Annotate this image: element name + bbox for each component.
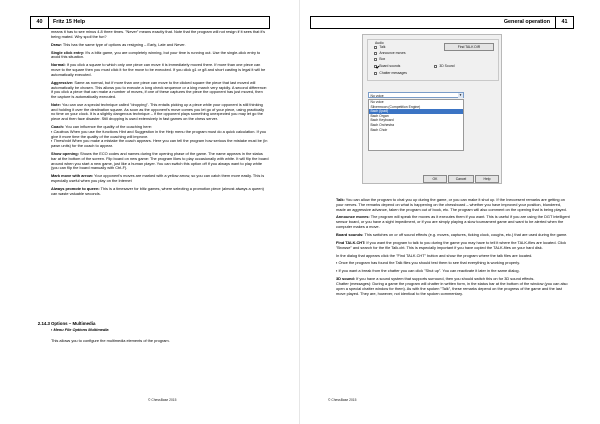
paragraph-resign-intro: means it has to see minus 4.8 three times. "Never" means exactly that. Note that the program will not resign if it sees that it's being mated. Why spoil the fun? — [51, 29, 266, 39]
announce-option[interactable]: Announce moves — [374, 51, 406, 56]
audio-group — [367, 39, 499, 81]
paragraph-draw: Draw: This has the same type of options as resigning – Early, Late and Never. — [51, 41, 186, 47]
announce-checkbox[interactable] — [374, 52, 377, 55]
left-page-header — [30, 16, 270, 29]
left-page-number: 40 — [31, 17, 49, 28]
board-sounds-checkbox[interactable] — [374, 65, 377, 68]
voice-list-item[interactable]: Silvermoon (Competition Engine) — [370, 104, 421, 109]
right-page-title: General operation — [503, 19, 550, 25]
find-talk-dir-button[interactable]: Find TALK DIR — [444, 43, 494, 51]
section-body: This allows you to configure the multimedia elements of the program. — [51, 338, 170, 343]
voice-list-item[interactable]: Bach Choir — [370, 127, 388, 132]
ok-button[interactable]: OK — [423, 175, 447, 183]
help-button[interactable]: Help — [475, 175, 499, 183]
paragraph-talk: Talk: You can allow the program to chat you up during the game, or you can make it shut up. If the Ineccesent remarks are getting on your nerves. The remarks depend on what is happening on the chessboard – whether you have improved your position, blundered, made an aggressive advance, taken the program out of book, etc. The program will also comment on the opening that is being played. — [336, 197, 567, 212]
coach-item-threshold: ▪ Threshold When you make a mistake the coach appears. Here you can tell the program how serious the mistake must be (in pawn units) for the coach to appear. — [51, 138, 268, 149]
right-column — [336, 198, 570, 300]
voice-list-item[interactable]: Bach Organ — [370, 113, 389, 118]
paragraph-mark-move: Mark move with arrow: Your opponent's moves are marked with a yellow arrow, so you can catch them more easily. This is especially useful when you play on the Internet — [51, 173, 265, 183]
section-number: 2.14.3 — [37, 321, 50, 326]
voice-list-item[interactable]: Bach Keyboard — [370, 118, 394, 123]
voice-select[interactable]: No voice ▼ — [368, 92, 464, 98]
cancel-button[interactable]: Cancel — [448, 175, 474, 183]
voice-list-item[interactable]: No voice — [370, 100, 384, 104]
sound3d-option[interactable]: 3D Sound — [434, 64, 454, 69]
paragraph-board-sounds: Board sounds: This switches on or off sound effects (e.g. moves, captures, ticking clock, coughs, etc.) that are used during the game. — [336, 231, 568, 237]
menu-path: ▪ Menu File Options Multimedia — [51, 327, 109, 332]
chatter-option[interactable]: Chatter messages — [374, 71, 407, 76]
paragraph-normal: Normal: If you click a square to which only one piece can move it is immediately moved there. If more than one piece can move to the square then you must click it for the move to be executed. If you click g1 or g8 and short casting is legal it will be automatically executed. — [51, 62, 266, 77]
box-checkbox[interactable] — [374, 58, 377, 61]
voice-list-item[interactable]: Bach Orchestra — [370, 122, 395, 127]
paragraph-aggressive: Aggressive: Same as normal, but if more than one piece can move to the clicked square the piece that last moved will automatically be chosen. This allows you to execute a long check sequence or a king march very rapidly. A second difference: if you click a piece that can make a number of moves, if one of these captures the piece the opponent has just moved, then the capture is automatically executed. — [51, 79, 268, 99]
voice-list[interactable] — [368, 99, 464, 151]
left-page-title: Fritz 15 Help — [53, 19, 86, 25]
paragraph-single-click: Single click entry: It's a blitz game, you are completely winning, but your time is running out. Use the single-click entry to avoid this situation. — [51, 49, 261, 60]
paragraph-note: Note: You can use a special technique called "dropping". This entails picking up a piece while your opponent is still thinking and holding it over the destination square. As soon as the opponent's move comes you let go of your piece, using practically no time on your clock. It is a slightly dangerous technique – if the opponent plays something unexpected you may let go the piece and then face disaster. Still dropping is used extensively in fast games on the chess server. — [51, 101, 265, 122]
paragraph-find-talk: Find TALK.CHT: If you want the program to talk to you during the game you may have to tell it where the TALK-files are located. Click "Browse" and search for the file Talk.cht. This is especially important if you have copied the TALK-files on your hard disk. — [336, 239, 567, 250]
coach-item-cautious: ▪ Cautious When you use the functions Hint and Suggestion in the Help menu the program must do a quick calculation. If you give it more time the quality of the coaching will improve. — [51, 128, 267, 139]
board-sounds-option[interactable]: Board sounds — [374, 64, 400, 69]
talk-option[interactable]: Talk — [374, 45, 385, 50]
multimedia-dialog-screenshot — [362, 34, 502, 184]
paragraph-chatter: Chatter (messages): During a game the program will chatter in written form, in the status bar at the bottom of the window (you can also open a special chatter window for them). As with the spoken "Talk", these remarks depend on the progress of the game and the last move played. They are, however, not identical to the spoken commentary. — [336, 281, 568, 296]
left-column — [51, 30, 269, 200]
section-title: Options – Multimedia — [51, 321, 96, 326]
paragraph-test-talk: ▪ Once the program has found the Talk files you should test them to see that everything is working properly. — [336, 260, 520, 266]
voice-list-item-selected[interactable]: Bach (Ipad) — [369, 109, 463, 114]
right-page-number: 41 — [555, 17, 573, 28]
left-footer: © ChessBase 2015 — [148, 398, 177, 402]
sound3d-checkbox[interactable] — [434, 65, 437, 68]
paragraph-announce: Announce moves: The program will speak the moves as it executes them if you want. This is useful if you are using the DGT intelligent sensor board, or you have a sight impediment, or if you are simply playing a slow tournament game and want to be alerted when the computer makes a move. — [336, 214, 570, 229]
right-page — [300, 0, 600, 424]
audio-group-label: Audio — [375, 41, 384, 45]
chatter-checkbox[interactable] — [374, 72, 377, 75]
box-option[interactable]: Box — [374, 57, 385, 62]
paragraph-show-opening: Show opening: Shows the ECO codes and names during the opening phase of the game. The name appears in the status bar at the bottom of the screen. Flip board on new game: The program likes to play occasionally with white. It will flip the board around when you start a new game, just like a human player. You can switch this option off if you always want to play white (you can flip the board manually with Ctrl-F). — [51, 151, 269, 171]
talk-checkbox[interactable] — [374, 46, 377, 49]
right-page-header — [310, 16, 574, 29]
chevron-down-icon[interactable]: ▼ — [459, 93, 462, 97]
paragraph-shut-up: ▪ If you want a break from the chatter you can click "Shut up". You can reactivate it later in the same dialog. — [336, 268, 520, 274]
paragraph-find-dialog: In the dialog that appears click the "Find TALK.CHT" button and show the program where the talk files are located. — [336, 252, 533, 258]
paragraph-3d-sound: 3D sound: If you have a sound system that supports surround, then you should switch this on for 3D sound effects. — [336, 276, 535, 282]
right-footer: © ChessBase 2015 — [328, 398, 357, 402]
paragraph-coach: Coach: You can influence the quality of the coaching here: — [51, 124, 153, 130]
paragraph-promote-queen: Always promote to queen: This is a timesaver for blitz games, where selecting a promotion piece (almost always a queen) can waste valuable seconds. — [51, 185, 264, 196]
